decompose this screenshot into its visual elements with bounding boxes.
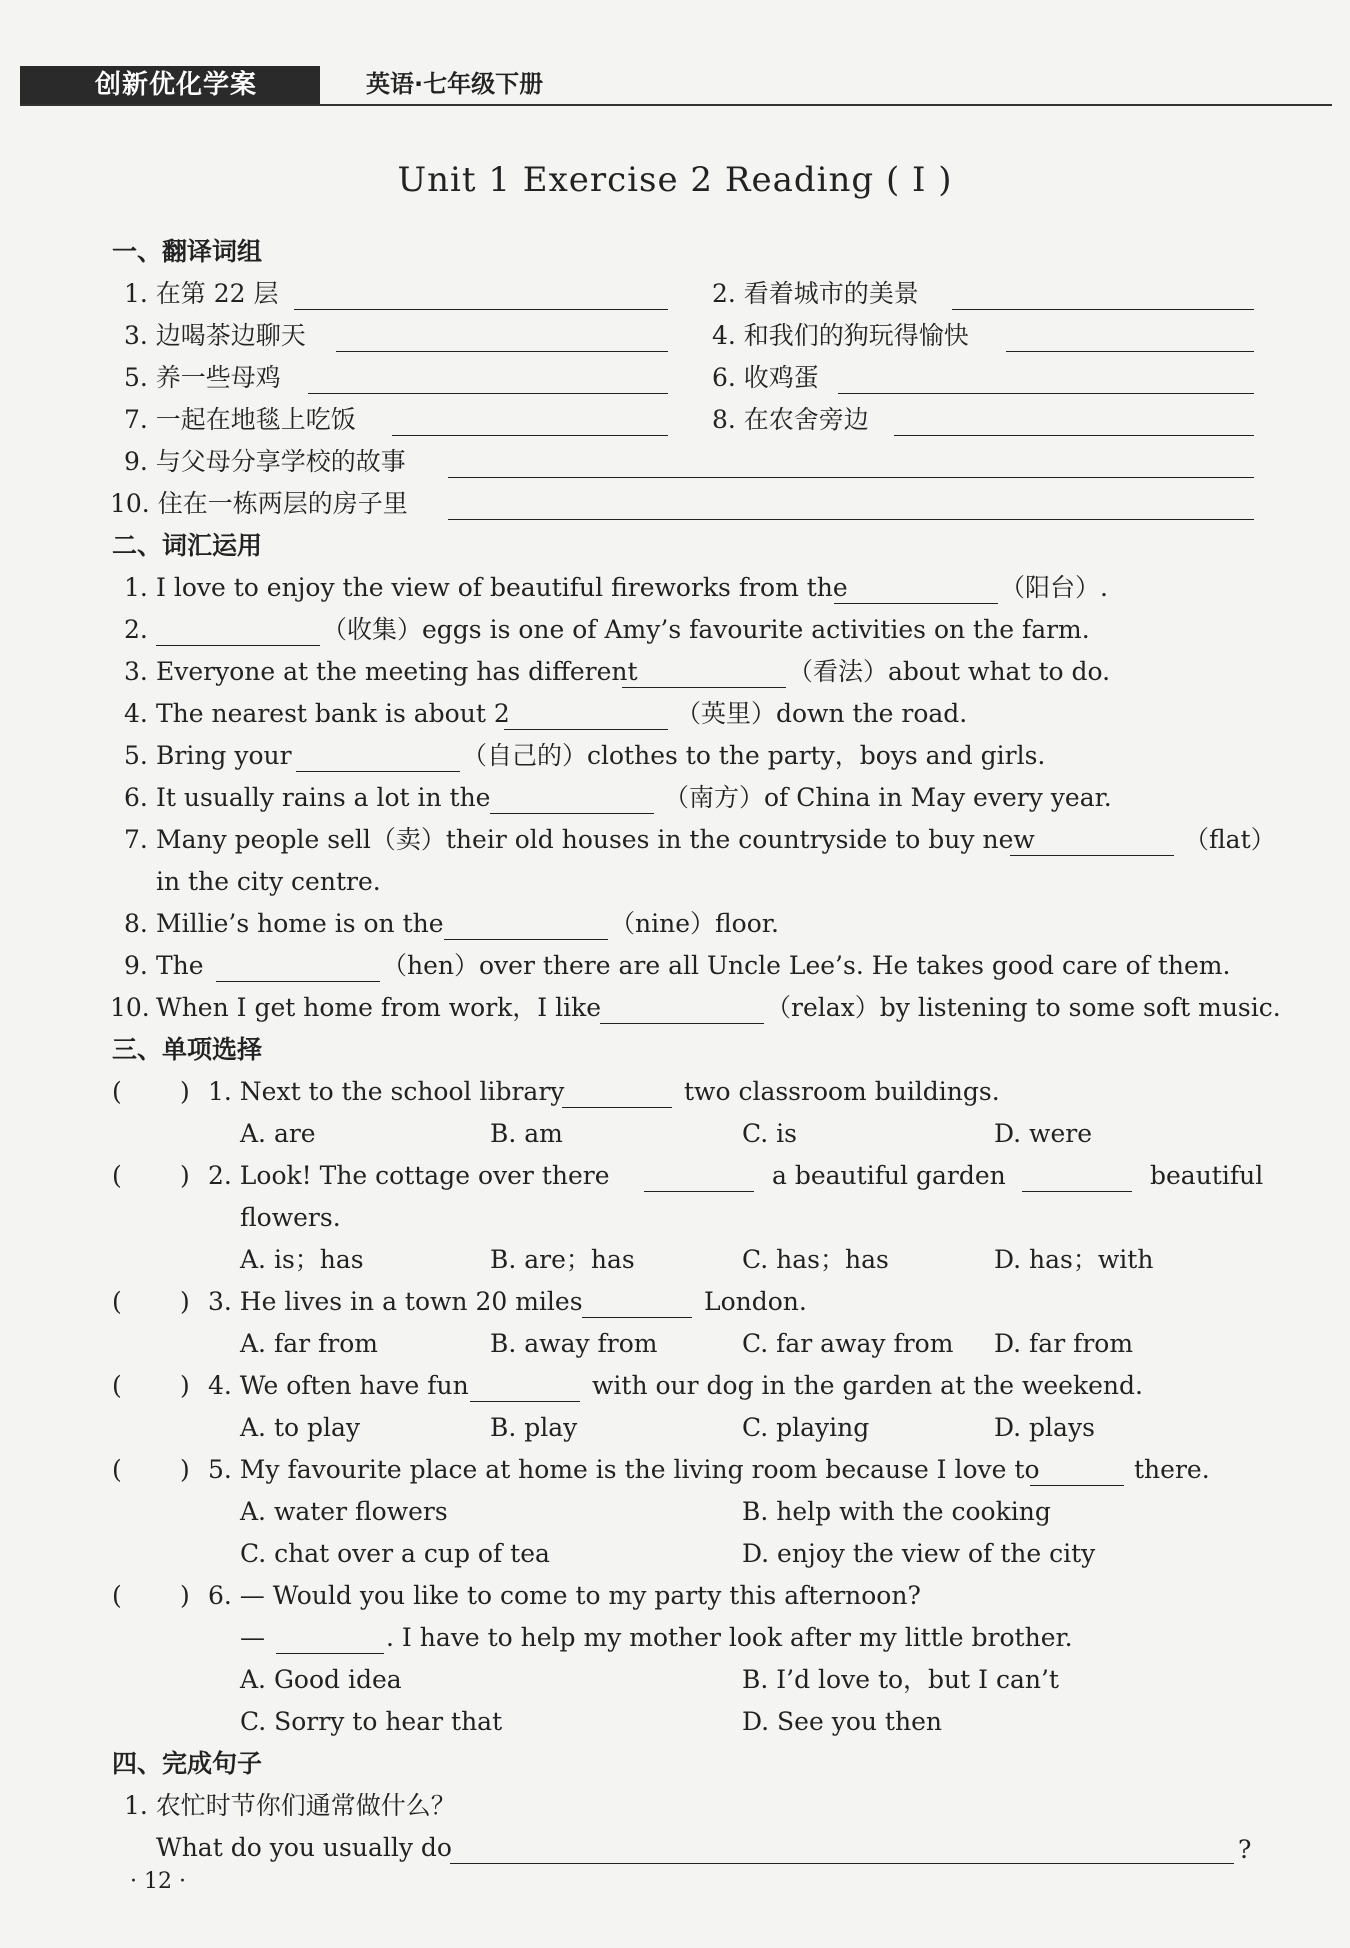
s3-q2-opt-c[interactable]: C. has；has — [742, 1245, 889, 1274]
s2-q7-num: 7. — [124, 825, 148, 854]
s3-q5-text: 5. My favourite place at home is the living room because I love to — [208, 1455, 1040, 1484]
s1-answer-7[interactable] — [392, 435, 668, 436]
s2-q5-text: Bring your — [156, 741, 292, 770]
s3-q1-opt-d[interactable]: D. were — [994, 1119, 1092, 1148]
s1-answer-6[interactable] — [838, 393, 1254, 394]
s2-q9-text: The — [156, 951, 204, 980]
s2-q9-hint: （hen）over there are all Uncle Lee’s. He takes good care of them. — [382, 951, 1231, 980]
s2-q7-blank[interactable] — [1010, 855, 1174, 856]
s2-q6-num: 6. — [124, 783, 148, 812]
s4-q1-blank[interactable] — [450, 1863, 1234, 1864]
s2-q1-text: I love to enjoy the view of beautiful fireworks from the — [156, 573, 848, 602]
s3-q5-opt-b[interactable]: B. help with the cooking — [742, 1497, 1051, 1526]
s3-q3-answer-box[interactable]: ( — [112, 1287, 122, 1316]
s3-q1-opt-b[interactable]: B. am — [490, 1119, 563, 1148]
s3-q1-text: 1. Next to the school library — [208, 1077, 565, 1106]
s2-q2-blank[interactable] — [156, 645, 320, 646]
s2-q1-blank[interactable] — [834, 603, 998, 604]
s2-q10-blank[interactable] — [600, 1023, 764, 1024]
s2-q8-num: 8. — [124, 909, 148, 938]
page-number: · 12 · — [130, 1869, 186, 1894]
s3-q5-opt-a[interactable]: A. water flowers — [240, 1497, 448, 1526]
s1-answer-5[interactable] — [308, 393, 668, 394]
s3-q2-answer-box[interactable]: ( — [112, 1161, 122, 1190]
s3-q4-opt-a[interactable]: A. to play — [240, 1413, 361, 1442]
s1-item-1: 1. 在第 22 层 — [124, 279, 279, 308]
s3-q1-text-end: two classroom buildings. — [684, 1077, 1000, 1106]
section-4-heading: 四、完成句子 — [112, 1749, 263, 1778]
s1-answer-8[interactable] — [894, 435, 1254, 436]
s3-q3-answer-box-close: ) — [180, 1287, 190, 1316]
s4-q1-english: What do you usually do — [156, 1833, 452, 1862]
s1-item-9: 9. 与父母分享学校的故事 — [124, 447, 406, 476]
s3-q6-text: 6. — Would you like to come to my party this afternoon? — [208, 1581, 921, 1610]
s3-q2-text-cont: flowers. — [240, 1203, 341, 1232]
s2-q9-blank[interactable] — [216, 981, 380, 982]
s3-q6-opt-d[interactable]: D. See you then — [742, 1707, 942, 1736]
s3-q5-answer-box[interactable]: ( — [112, 1455, 122, 1484]
s3-q6-opt-a[interactable]: A. Good idea — [240, 1665, 402, 1694]
header-divider — [20, 104, 1332, 106]
s2-q7-hint: （flat） — [1184, 825, 1276, 854]
s3-q3-text-end: London. — [704, 1287, 807, 1316]
s2-q1-hint: （阳台）. — [1000, 573, 1108, 602]
s3-q6-answer-box[interactable]: ( — [112, 1581, 122, 1610]
s1-item-10: 10. 住在一栋两层的房子里 — [110, 489, 408, 518]
s2-q3-text: Everyone at the meeting has different — [156, 657, 638, 686]
s3-q4-opt-b[interactable]: B. play — [490, 1413, 578, 1442]
s2-q3-blank[interactable] — [622, 687, 786, 688]
s3-q2-opt-d[interactable]: D. has；with — [994, 1245, 1154, 1274]
s3-q4-answer-box-close: ) — [180, 1371, 190, 1400]
s3-q5-opt-d[interactable]: D. enjoy the view of the city — [742, 1539, 1096, 1568]
s4-q1-chinese: 1. 农忙时节你们通常做什么？ — [124, 1791, 456, 1820]
s3-q2-blank-2[interactable] — [1022, 1191, 1132, 1192]
s3-q3-opt-d[interactable]: D. far from — [994, 1329, 1134, 1358]
s2-q10-num: 10. — [110, 993, 150, 1022]
s3-q2-text-end: beautiful — [1150, 1161, 1264, 1190]
book-title: 英语·七年级下册 — [366, 70, 544, 98]
s1-item-2: 2. 看着城市的美景 — [712, 279, 919, 308]
s1-item-5: 5. 养一些母鸡 — [124, 363, 281, 392]
s1-answer-1[interactable] — [294, 309, 668, 310]
s1-item-4: 4. 和我们的狗玩得愉快 — [712, 321, 969, 350]
s3-q1-answer-box[interactable]: ( — [112, 1077, 122, 1106]
s2-q2-text: （收集）eggs is one of Amy’s favourite activities on the farm. — [322, 615, 1090, 644]
s3-q2-blank-1[interactable] — [644, 1191, 754, 1192]
s1-answer-10[interactable] — [448, 519, 1254, 520]
s3-q3-blank[interactable] — [582, 1317, 692, 1318]
s3-q6-answer-box-close: ) — [180, 1581, 190, 1610]
s4-q1-end: ? — [1238, 1835, 1252, 1864]
s3-q6-blank[interactable] — [276, 1653, 384, 1654]
section-2-heading: 二、词汇运用 — [112, 531, 263, 560]
s2-q3-hint: （看法）about what to do. — [788, 657, 1111, 686]
s3-q5-opt-c[interactable]: C. chat over a cup of tea — [240, 1539, 550, 1568]
s3-q5-text-end: there. — [1134, 1455, 1210, 1484]
s3-q1-answer-box-close: ) — [180, 1077, 190, 1106]
section-1-heading: 一、翻译词组 — [112, 237, 263, 266]
s1-item-7: 7. 一起在地毯上吃饭 — [124, 405, 356, 434]
s2-q10-text: When I get home from work，I like — [156, 993, 602, 1022]
s2-q5-num: 5. — [124, 741, 148, 770]
s2-q8-text: Millie’s home is on the — [156, 909, 444, 938]
s2-q4-num: 4. — [124, 699, 148, 728]
s2-q8-hint: （nine）floor. — [610, 909, 779, 938]
s3-q6-text-end: . I have to help my mother look after my little brother. — [386, 1623, 1073, 1652]
s3-q6-opt-b[interactable]: B. I’d love to，but I can’t — [742, 1665, 1059, 1694]
s3-q4-blank[interactable] — [470, 1401, 580, 1402]
s3-q6-dash: — — [240, 1623, 265, 1652]
s3-q5-answer-box-close: ) — [180, 1455, 190, 1484]
s2-q9-num: 9. — [124, 951, 148, 980]
s3-q2-answer-box-close: ) — [180, 1161, 190, 1190]
s2-q8-blank[interactable] — [444, 939, 608, 940]
s3-q4-answer-box[interactable]: ( — [112, 1371, 122, 1400]
s2-q10-hint: （relax）by listening to some soft music. — [766, 993, 1281, 1022]
s2-q5-hint: （自己的）clothes to the party，boys and girls. — [462, 741, 1046, 770]
s1-item-6: 6. 收鸡蛋 — [712, 363, 819, 392]
s2-q4-text: The nearest bank is about 2 — [156, 699, 510, 728]
s3-q4-opt-c[interactable]: C. playing — [742, 1413, 870, 1442]
brand-logo: 创新优化学案 — [95, 70, 258, 100]
s3-q2-opt-b[interactable]: B. are；has — [490, 1245, 635, 1274]
s3-q2-opt-a[interactable]: A. is；has — [240, 1245, 364, 1274]
s2-q3-num: 3. — [124, 657, 148, 686]
s2-q1-num: 1. — [124, 573, 148, 602]
s2-q5-blank[interactable] — [296, 771, 460, 772]
s2-q2-num: 2. — [124, 615, 148, 644]
s3-q2-text: 2. Look! The cottage over there — [208, 1161, 610, 1190]
s3-q3-opt-c[interactable]: C. far away from — [742, 1329, 954, 1358]
s2-q4-hint: （英里）down the road. — [676, 699, 968, 728]
s2-q6-blank[interactable] — [490, 813, 654, 814]
s3-q4-text: 4. We often have fun — [208, 1371, 469, 1400]
s3-q3-text: 3. He lives in a town 20 miles — [208, 1287, 583, 1316]
s3-q6-opt-c[interactable]: C. Sorry to hear that — [240, 1707, 503, 1736]
s3-q1-blank[interactable] — [562, 1107, 672, 1108]
s2-q7-text: Many people sell（卖）their old houses in the countryside to buy new — [156, 825, 1035, 854]
s2-q6-hint: （南方）of China in May every year. — [664, 783, 1112, 812]
s2-q7-cont: in the city centre. — [156, 867, 381, 896]
s1-answer-2[interactable] — [952, 309, 1254, 310]
s1-answer-4[interactable] — [1006, 351, 1254, 352]
s1-item-8: 8. 在农舍旁边 — [712, 405, 869, 434]
s3-q1-opt-c[interactable]: C. is — [742, 1119, 797, 1148]
s1-answer-9[interactable] — [448, 477, 1254, 478]
s3-q5-blank[interactable] — [1030, 1485, 1124, 1486]
s3-q3-opt-a[interactable]: A. far from — [240, 1329, 378, 1358]
s2-q4-blank[interactable] — [504, 729, 668, 730]
s2-q6-text: It usually rains a lot in the — [156, 783, 491, 812]
s3-q4-opt-d[interactable]: D. plays — [994, 1413, 1095, 1442]
s1-item-3: 3. 边喝茶边聊天 — [124, 321, 306, 350]
page-title: Unit 1 Exercise 2 Reading ( Ⅰ ) — [397, 160, 953, 200]
section-3-heading: 三、单项选择 — [112, 1035, 263, 1064]
s3-q1-opt-a[interactable]: A. are — [240, 1119, 316, 1148]
s3-q2-text-mid: a beautiful garden — [772, 1161, 1006, 1190]
s3-q3-opt-b[interactable]: B. away from — [490, 1329, 658, 1358]
s1-answer-3[interactable] — [336, 351, 668, 352]
s3-q4-text-end: with our dog in the garden at the weekend. — [592, 1371, 1143, 1400]
